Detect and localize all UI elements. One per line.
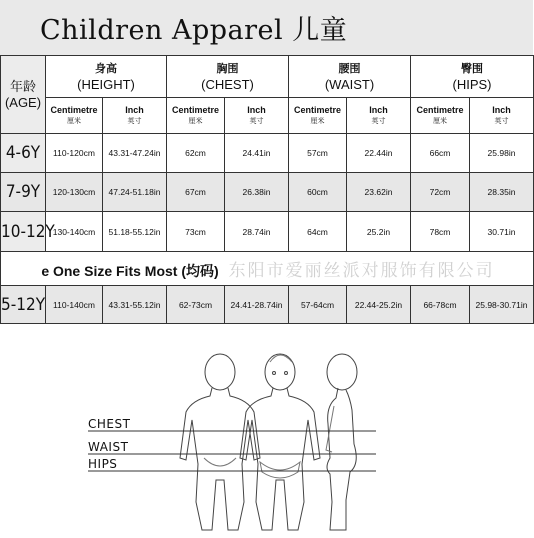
waist-in-cell: 23.62in (347, 173, 411, 212)
unit-inch-label: Inch (125, 104, 144, 115)
chest-label: CHEST (88, 417, 131, 431)
hips-in-cell: 30.71in (470, 212, 534, 252)
chest-cm-cell: 62-73cm (167, 286, 225, 324)
unit-cm (46, 98, 103, 134)
table-row (1, 286, 534, 324)
unit-cm-label: Centimetre (416, 104, 464, 115)
unit-inch (103, 98, 167, 134)
age-cell: 7-9Y (1, 173, 46, 212)
age-cell: 10-12Y (1, 212, 46, 252)
unit-cm-label: Centimetre (50, 104, 98, 115)
chest-cm-cell: 73cm (167, 212, 225, 252)
table-row (1, 173, 534, 212)
height-cm-cell: 120-130cm (46, 173, 103, 212)
height-cm-cell: 110-120cm (46, 134, 103, 173)
chest-cm-cell: 62cm (167, 134, 225, 173)
unit-inch-label: Inch (369, 104, 388, 115)
hips-header-en: (HIPS) (452, 76, 492, 92)
unit-cm (289, 98, 347, 134)
chest-in-cell: 26.38in (225, 173, 289, 212)
waist-cm-cell: 60cm (289, 173, 347, 212)
unit-inch (225, 98, 289, 134)
height-in-cell: 47.24-51.18in (103, 173, 167, 212)
waist-in-cell: 25.2in (347, 212, 411, 252)
unit-cm (167, 98, 225, 134)
hips-header-zh: 臀围 (461, 62, 483, 75)
unit-inch (347, 98, 411, 134)
hips-label: HIPS (88, 457, 118, 471)
group-header-row (1, 56, 534, 98)
age-cell: 4-6Y (1, 134, 46, 173)
unit-inch (470, 98, 534, 134)
chest-header (167, 56, 289, 98)
height-in-cell: 51.18-55.12in (103, 212, 167, 252)
unit-cm-zh: 厘米 (433, 117, 447, 125)
one-size-banner-row (1, 252, 534, 286)
one-size-banner (1, 252, 534, 286)
height-header-en: (HEIGHT) (77, 76, 135, 92)
measurement-diagram (80, 340, 500, 533)
company-watermark: 东阳市爱丽丝派对服饰有限公司 (228, 261, 495, 280)
height-cm-cell: 110-140cm (46, 286, 103, 324)
table-row (1, 212, 534, 252)
unit-cm (411, 98, 470, 134)
size-chart-table (0, 55, 534, 324)
unit-cm-label: Centimetre (171, 104, 219, 115)
hips-cm-cell: 72cm (411, 173, 470, 212)
table-row (1, 134, 534, 173)
hips-cm-cell: 66-78cm (411, 286, 470, 324)
unit-cm-zh: 厘米 (67, 117, 81, 125)
unit-inch-label: Inch (247, 104, 266, 115)
waist-header-zh: 腰围 (338, 62, 361, 75)
height-in-cell: 43.31-55.12in (103, 286, 167, 324)
page-title: Children Apparel 儿童 (40, 15, 348, 46)
unit-inch-zh: 英寸 (494, 117, 509, 125)
waist-label: WAIST (88, 440, 129, 454)
unit-cm-label: Centimetre (293, 104, 341, 115)
chest-header-en: (CHEST) (201, 76, 254, 92)
chest-header-zh: 胸围 (216, 62, 239, 75)
chest-in-cell: 24.41-28.74in (225, 286, 289, 324)
hips-in-cell: 28.35in (470, 173, 534, 212)
hips-cm-cell: 66cm (411, 134, 470, 173)
unit-inch-zh: 英寸 (249, 117, 264, 125)
unit-inch-zh: 英寸 (127, 117, 142, 125)
title-bar (0, 0, 533, 55)
waist-header-en: (WAIST) (324, 76, 375, 92)
figure-back-view (180, 354, 260, 530)
chest-cm-cell: 67cm (167, 173, 225, 212)
hips-in-cell: 25.98in (470, 134, 534, 173)
waist-in-cell: 22.44-25.2in (347, 286, 411, 324)
waist-cm-cell: 64cm (289, 212, 347, 252)
waist-header (289, 56, 411, 98)
height-in-cell: 43.31-47.24in (103, 134, 167, 173)
age-header (1, 56, 46, 134)
figure-side-view (326, 354, 357, 530)
one-size-banner-text: e One Size Fits Most (均码) (41, 263, 219, 279)
waist-cm-cell: 57cm (289, 134, 347, 173)
unit-inch-label: Inch (492, 104, 511, 115)
waist-in-cell: 22.44in (347, 134, 411, 173)
age-cell: 5-12Y (1, 286, 46, 324)
hips-cm-cell: 78cm (411, 212, 470, 252)
unit-cm-zh: 厘米 (310, 117, 325, 125)
height-header (46, 56, 167, 98)
figure-front-view (240, 354, 320, 530)
waist-cm-cell: 57-64cm (289, 286, 347, 324)
age-header-en: (AGE) (4, 94, 42, 110)
hips-in-cell: 25.98-30.71in (470, 286, 534, 324)
height-header-zh: 身高 (95, 62, 117, 75)
unit-inch-zh: 英寸 (371, 117, 386, 125)
unit-cm-zh: 厘米 (188, 117, 203, 125)
child-figures-illustration (80, 340, 500, 533)
chest-in-cell: 24.41in (225, 134, 289, 173)
unit-header-row (1, 98, 534, 134)
height-cm-cell: 130-140cm (46, 212, 103, 252)
hips-header (411, 56, 534, 98)
age-header-zh: 年龄 (9, 78, 36, 94)
chest-in-cell: 28.74in (225, 212, 289, 252)
